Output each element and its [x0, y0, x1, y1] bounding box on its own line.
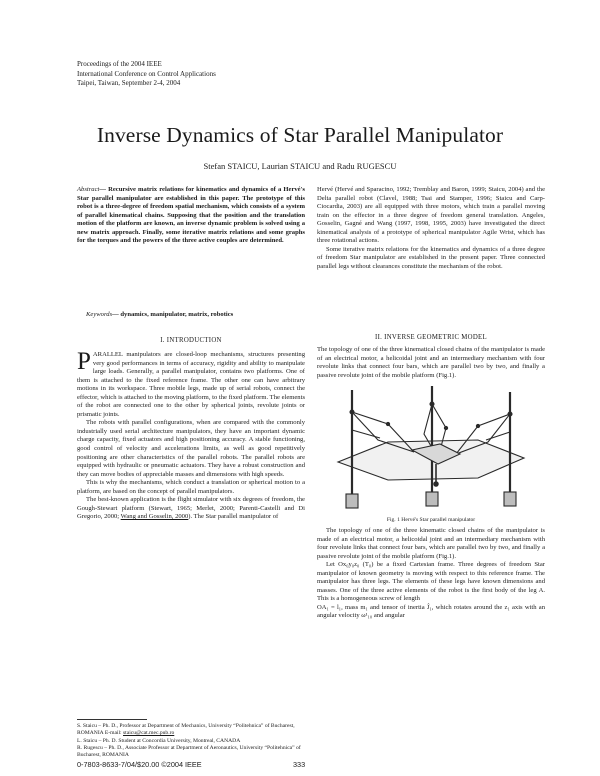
keywords: [77, 311, 305, 320]
geometric-paragraph: The topology of one of the three kinematical closed chains of the manipulator is made of an electrical motor, a helicoidal joint and an intermediary mechanism with four revolute links that connect four bars, which are parallel two by two, and finally a passive revolute joint of the mobile platform (Fig.1).: [317, 346, 545, 379]
intro-paragraph-1: [77, 348, 306, 419]
footnote-3: R. Rugescu – Ph. D., Associate Professor at Department of Aeronautics, University “Politehnica” of Bucharest, ROMANIA: [77, 744, 301, 759]
right-column-top: [317, 186, 545, 271]
keywords-label: Keywords: [86, 311, 113, 318]
footnote-2: L. Staicu – Ph. D. Student at Concordia University, Montreal, CANADA: [77, 737, 241, 744]
drop-cap: P: [77, 348, 91, 375]
section-heading-geometric: II. INVERSE GEOMETRIC MODEL: [375, 334, 487, 341]
footnote-1: [77, 723, 305, 738]
section-heading-introduction: I. INTRODUCTION: [160, 337, 222, 344]
intro-paragraph-3: This is why the mechanisms, which conduct a translation or spherical motion to a platform, are based on the concept of parallel manipulators.: [77, 479, 305, 495]
intro-paragraph-4-tail: ). The Star parallel manipulator of: [188, 513, 279, 521]
page-number: 333: [293, 760, 306, 769]
introduction-body: [77, 348, 306, 522]
right-column-bottom: [317, 527, 545, 621]
abstract: [77, 186, 305, 246]
citation-link[interactable]: Wang and Gosselin, 2000: [120, 513, 189, 521]
right-paragraph-2: Some iterative matrix relations for the kinematics and dynamics of a three degree of freedom Star manipulator are established in the present paper. Three connected parallel legs without clearances constitute the mechanism of the robot.: [317, 245, 545, 270]
conference-header: [77, 60, 216, 89]
star-manipulator-figure: [328, 382, 536, 512]
author-list: Stefan STAICU, Laurian STAICU and Radu RUGESCU: [203, 161, 397, 171]
right-paragraph-6: OA₁ = l₁, mass m₁ and tensor of inertia Ĵ₁, which rotates around the z₁ axis with an angular velocity ω¹₁₀ and angular: [317, 603, 545, 620]
motor-a: [346, 494, 358, 508]
motor-c: [504, 492, 516, 506]
footnote-rule: [77, 719, 147, 720]
email-link[interactable]: staicu@cat.mec.pub.ro: [123, 730, 175, 737]
right-paragraph-5: Let Ox₀y₀z₀ (T₀) be a fixed Cartesian frame. Three degrees of freedom Star manipulator of known geometry is moving with respect to this reference frame. The manipulator has three legs. The elements of these legs have known dimensions and masses. One of the three active elements of the robot is the first body of the leg A. This is a homogeneous screw of length: [317, 561, 545, 603]
paper-title: Inverse Dynamics of Star Parallel Manipulator: [96, 123, 504, 147]
intro-paragraph-2: The robots with parallel configurations, when are compared with the commonly industrially used serial architecture manipulators, they have an important dynamic charge capacity, fixed actuators and high positioning accuracy. A stable functioning, good control of velocity and accelerations limits, as well as good repetitively positioning are other characteristics of the parallel robots. The parallel robots are equipped with hydraulic or pneumatic actuators. They have a robust construction and they can move bodies of appreciable masses and dimensions with high speeds.: [77, 419, 305, 478]
abstract-text: — Recursive matrix relations for kinematics and dynamics of a Hervé's Star parallel manipulator are established in this paper. The prototype of this robot is a three-degree of freedom spatial mechanism, which consists of a system of parallel kinematical chains. Supposing that the position and the translation motion of the platform are known, an inverse dynamic problem is solved using a new matrix approach. Finally, some iterative matrix relations and some graphs for the torques and the powers of the three active couples are determined.: [77, 186, 305, 245]
right-paragraph-1: Hervé (Hervé and Sparacino, 1992; Tremblay and Baron, 1999; Staicu, 2004) and the Delta parallel robot (Clavel, 1988; Tsai and Stamper, 1996; Staicu and Carp-Ciocardia, 2003) are all equipped with three motors, which train a parallel moving train on the effector in a three degree of freedom general translation. Angeles, Gosselin, Gagné and Wang (1997, 1998, 1995, 2003) have investigated the direct kinematical analysis of a prototype of spherical manipulator Agile Wrist, which has three rotational actions.: [317, 186, 545, 245]
figure-1-caption: Fig. 1 Hervé's Star parallel manipulator: [386, 517, 476, 523]
right-paragraph-4: The topology of one of the three kinematic closed chains of the manipulator is made of an electrical motor, a helicoidal joint and an intermediary mechanism with four revolute links that connect four bars, which are parallel two by two, and finally a passive revolute joint of the mobile platform (Fig.1).: [317, 527, 545, 560]
footnote-1-text: S. Staicu – Ph. D., Professor at Department of Mechanics, University “Politehnica” of Bucharest, ROMANIA E-mail:: [77, 723, 295, 737]
intro-paragraph-1-text: ARALLEL manipulators are closed-loop mechanisms, structures presenting very good performances in terms of accuracy, rigidity and ability to manipulate large loads. Generally, a parallel manipulator, contains two platforms. One of them is attached to the fixed reference frame. The other one can have arbitrary motions in its workspace. Three mobile legs, made up of serial robots, connect the effector, which is attached to the moving platform, to the fixed platform. The elements of the robot are connected one to the other by spherical joints, revolute joints or prismatic joints.: [77, 351, 306, 418]
motor-b: [426, 492, 438, 506]
isbn-footer: 0-7803-8633-7/04/$20.00 ©2004 IEEE: [77, 760, 202, 769]
intro-paragraph-4-text: The best-known application is the flight simulator with six degrees of freedom, the Gough-Stewart platform (Stewart, 1965; Merlet, 2000; Parenti-Castelli and Di Gregorio, 2000;: [77, 496, 305, 521]
header-line-3: Taipei, Taiwan, September 2-4, 2004: [77, 79, 181, 87]
footnotes: [77, 723, 305, 759]
intro-paragraph-4: [77, 496, 305, 522]
keywords-text: — dynamics, manipulator, matrix, robotics: [112, 311, 234, 318]
header-line-2: International Conference on Control Applications: [77, 69, 216, 78]
abstract-label: Abstract: [77, 186, 100, 193]
header-line-1: Proceedings of the 2004 IEEE: [77, 60, 162, 68]
